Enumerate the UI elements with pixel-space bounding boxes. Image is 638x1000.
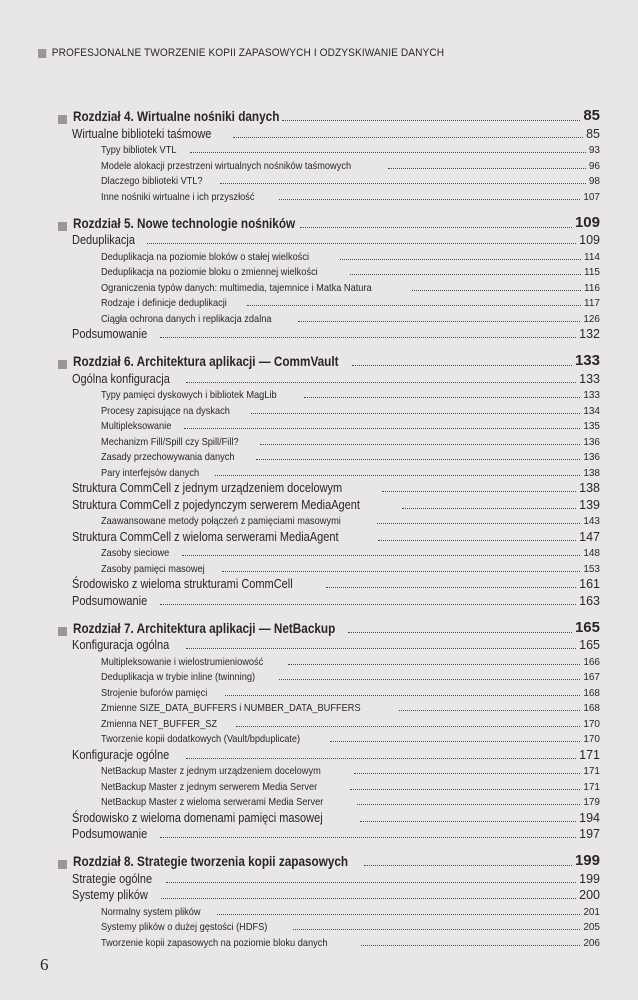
leader-dots	[354, 773, 581, 774]
leader-dots	[357, 804, 581, 805]
subsection-entry	[60, 933, 600, 949]
entry-page: 114	[584, 251, 600, 263]
entry-page: 167	[583, 672, 600, 683]
subsection-entry	[60, 247, 600, 263]
entry-page: 132	[579, 327, 600, 341]
entry-title: Deduplikacja	[72, 233, 135, 247]
chapter-page: 85	[583, 107, 600, 124]
subsection-entry	[60, 777, 600, 793]
entry-title: Struktura CommCell z jednym urządzeniem docelowym	[72, 481, 343, 495]
entry-page: 205	[583, 922, 600, 933]
entry-title: Inne nośniki wirtualne i ich przyszłość	[101, 190, 255, 203]
entry-title: Konfiguracje ogólne	[72, 747, 170, 762]
section-entry	[60, 124, 600, 141]
entry-page: 166	[583, 656, 600, 668]
section-entry	[60, 325, 600, 342]
section-entry	[60, 575, 600, 592]
entry-page: 115	[584, 267, 600, 278]
entry-title: NetBackup Master z wieloma serwerami Media Server	[101, 796, 324, 808]
entry-title: Zaawansowane metody połączeń z pamięciami masowymi	[101, 515, 341, 527]
leader-dots	[298, 321, 581, 322]
leader-dots	[190, 152, 586, 153]
entry-page: 93	[588, 145, 600, 156]
entry-page: 96	[588, 160, 600, 172]
entry-page: 194	[579, 810, 600, 825]
section-entry	[60, 636, 600, 653]
entry-page: 201	[583, 906, 600, 918]
entry-page: 165	[579, 638, 600, 652]
subsection-entry	[60, 668, 600, 684]
entry-page: 85	[586, 126, 600, 141]
entry-page: 153	[583, 563, 600, 575]
entry-title: Strategie ogólne	[72, 871, 153, 886]
chapter-square-icon	[58, 222, 67, 231]
section-entry	[60, 479, 600, 496]
chapter-square-icon	[58, 115, 67, 124]
entry-title: Modele alokacji przestrzeni wirtualnych nośników taśmowych	[101, 159, 352, 172]
entry-page: 107	[583, 191, 600, 203]
entry-page: 171	[583, 781, 600, 793]
entry-title: NetBackup Master z jednym serwerem Media Server	[101, 780, 318, 793]
entry-page: 147	[579, 529, 600, 544]
leader-dots	[215, 475, 580, 476]
entry-title: Podsumowanie	[72, 827, 148, 841]
entry-title: Zasady przechowywania danych	[101, 451, 235, 463]
leader-dots	[251, 413, 581, 414]
entry-title: Systemy plików	[72, 888, 148, 902]
entry-title: Mechanizm Fill/Spill czy Spill/Fill?	[101, 435, 239, 448]
chapter-page: 165	[574, 618, 600, 636]
chapter-square-icon	[58, 627, 67, 636]
chapter-page: 109	[574, 213, 600, 231]
entry-title: Pary interfejsów danych	[101, 466, 200, 479]
entry-page: 163	[579, 593, 600, 608]
subsection-entry	[60, 309, 600, 325]
entry-page: 138	[583, 467, 600, 479]
leader-dots	[382, 491, 576, 492]
entry-page: 199	[579, 871, 600, 886]
chapter-title: Rozdział 8. Strategie tworzenia kopii zapasowych	[73, 853, 349, 869]
entry-page: 133	[583, 390, 600, 401]
leader-dots	[166, 882, 576, 883]
entry-page: 170	[583, 718, 600, 730]
subsection-entry	[60, 793, 600, 809]
entry-title: Typy bibliotek VTL	[101, 144, 177, 156]
entry-title: NetBackup Master z jednym urządzeniem docelowym	[101, 765, 321, 777]
leader-dots	[304, 397, 581, 398]
entry-page: 170	[583, 734, 600, 745]
entry-title: Podsumowanie	[72, 327, 148, 341]
entry-title: Typy pamięci dyskowych i bibliotek MagLib	[101, 389, 277, 401]
chapter-title: Rozdział 6. Architektura aplikacji — CommVault	[73, 353, 339, 369]
entry-page: 126	[583, 313, 600, 325]
leader-dots	[236, 726, 580, 727]
leader-dots	[217, 914, 580, 915]
entry-title: Wirtualne biblioteki taśmowe	[72, 126, 212, 141]
table-of-contents	[60, 96, 600, 949]
chapter-heading	[60, 847, 600, 869]
leader-dots	[282, 120, 581, 121]
entry-title: Tworzenie kopii zapasowych na poziomie bloku danych	[101, 936, 328, 949]
subsection-entry	[60, 512, 600, 528]
subsection-entry	[60, 172, 600, 188]
chapter-page: 199	[574, 852, 600, 869]
subsection-entry	[60, 401, 600, 417]
entry-page: 171	[583, 766, 600, 777]
entry-title: Konfiguracja ogólna	[72, 638, 170, 652]
entry-page: 109	[579, 233, 600, 247]
leader-dots	[186, 648, 577, 649]
leader-dots	[326, 587, 576, 588]
entry-page: 179	[583, 797, 600, 808]
entry-page: 98	[588, 176, 600, 187]
chapter-title: Rozdział 4. Wirtualne nośniki danych	[73, 108, 280, 124]
subsection-entry	[60, 544, 600, 560]
leader-dots	[352, 365, 572, 366]
section-entry	[60, 869, 600, 886]
subsection-entry	[60, 278, 600, 294]
entry-title: Normalny system plików	[101, 905, 201, 918]
subsection-entry	[60, 762, 600, 778]
entry-title: Dlaczego biblioteki VTL?	[101, 175, 203, 187]
leader-dots	[186, 382, 576, 383]
entry-page: 138	[579, 481, 600, 495]
leader-dots	[279, 679, 580, 680]
leader-dots	[340, 259, 581, 260]
entry-page: 133	[579, 371, 600, 386]
chapter-heading	[60, 347, 600, 369]
leader-dots	[388, 168, 586, 169]
section-entry	[60, 808, 600, 825]
leader-dots	[399, 710, 580, 711]
leader-dots	[288, 664, 580, 665]
entry-title: Multipleksowanie i wielostrumieniowość	[101, 655, 264, 668]
entry-title: Tworzenie kopii dodatkowych (Vault/bpduplicate)	[101, 733, 301, 745]
subsection-entry	[60, 559, 600, 575]
subsection-entry	[60, 463, 600, 479]
chapter-heading	[60, 614, 600, 636]
entry-title: Zmienna NET_BUFFER_SZ	[101, 717, 218, 730]
subsection-entry	[60, 263, 600, 279]
entry-title: Deduplikacja na poziomie bloku o zmiennej wielkości	[101, 266, 318, 278]
leader-dots	[364, 865, 572, 866]
section-entry	[60, 591, 600, 608]
leader-dots	[160, 337, 576, 338]
leader-dots	[225, 695, 581, 696]
leader-dots	[330, 741, 580, 742]
entry-page: 117	[584, 298, 600, 309]
entry-page: 197	[579, 827, 600, 841]
section-entry	[60, 527, 600, 544]
entry-title: Ograniczenia typów danych: multimedia, tajemnice i Matka Natura	[101, 281, 372, 294]
subsection-entry	[60, 156, 600, 172]
entry-title: Zmienne SIZE_DATA_BUFFERS i NUMBER_DATA_BUFFERS	[101, 702, 361, 714]
subsection-entry	[60, 187, 600, 203]
chapter-title: Rozdział 5. Nowe technologie nośników	[73, 214, 296, 231]
entry-page: 136	[583, 436, 600, 448]
leader-dots	[348, 632, 572, 633]
header-square-icon	[38, 49, 46, 58]
subsection-entry	[60, 699, 600, 715]
leader-dots	[293, 929, 580, 930]
entry-title: Strojenie buforów pamięci	[101, 686, 208, 699]
entry-title: Zasoby sieciowe	[101, 547, 170, 559]
entry-title: Podsumowanie	[72, 593, 148, 608]
chapter-page: 133	[574, 352, 600, 369]
leader-dots	[300, 227, 572, 228]
chapter-square-icon	[58, 360, 67, 369]
chapter-title: Rozdział 7. Architektura aplikacji — NetBackup	[73, 619, 336, 636]
subsection-entry	[60, 448, 600, 464]
entry-page: 134	[583, 405, 600, 417]
leader-dots	[147, 243, 577, 244]
leader-dots	[186, 758, 577, 759]
entry-page: 136	[583, 452, 600, 463]
entry-page: 200	[579, 888, 600, 902]
entry-page: 206	[583, 937, 600, 949]
header-title: PROFESJONALNE TWORZENIE KOPII ZAPASOWYCH I ODZYSKIWANIE DANYCH	[51, 47, 445, 59]
entry-title: Multipleksowanie	[101, 420, 172, 432]
entry-title: Środowisko z wieloma strukturami CommCell	[72, 577, 293, 591]
subsection-entry	[60, 902, 600, 918]
subsection-entry	[60, 386, 600, 402]
subsection-entry	[60, 432, 600, 448]
subsection-entry	[60, 294, 600, 310]
entry-title: Struktura CommCell z wieloma serwerami MediaAgent	[72, 529, 339, 544]
leader-dots	[377, 523, 581, 524]
leader-dots	[378, 540, 576, 541]
entry-title: Struktura CommCell z pojedynczym serwerem MediaAgent	[72, 497, 360, 512]
chapter-heading	[60, 209, 600, 231]
entry-title: Deduplikacja na poziomie bloków o stałej wielkości	[101, 250, 310, 263]
entry-page: 116	[584, 282, 600, 294]
leader-dots	[361, 945, 580, 946]
entry-title: Procesy zapisujące na dyskach	[101, 404, 230, 417]
entry-title: Ogólna konfiguracja	[72, 371, 170, 386]
page-number: 6	[40, 955, 49, 974]
leader-dots	[279, 199, 581, 200]
subsection-entry	[60, 918, 600, 934]
running-header	[38, 47, 444, 59]
section-entry	[60, 495, 600, 512]
leader-dots	[412, 290, 581, 291]
leader-dots	[220, 183, 586, 184]
leader-dots	[402, 508, 576, 509]
leader-dots	[360, 821, 576, 822]
entry-title: Deduplikacja w trybie inline (twinning)	[101, 671, 256, 683]
section-entry	[60, 886, 600, 903]
entry-title: Systemy plików o dużej gęstości (HDFS)	[101, 921, 268, 933]
entry-page: 171	[579, 747, 600, 762]
leader-dots	[160, 604, 576, 605]
entry-title: Rodzaje i definicje deduplikacji	[101, 297, 227, 309]
subsection-entry	[60, 714, 600, 730]
leader-dots	[247, 305, 581, 306]
leader-dots	[256, 459, 581, 460]
entry-page: 139	[579, 497, 600, 512]
leader-dots	[160, 837, 576, 838]
entry-title: Środowisko z wieloma domenami pamięci masowej	[72, 810, 323, 825]
subsection-entry	[60, 730, 600, 746]
subsection-entry	[60, 652, 600, 668]
section-entry	[60, 825, 600, 842]
leader-dots	[350, 274, 581, 275]
subsection-entry	[60, 417, 600, 433]
section-entry	[60, 369, 600, 386]
leader-dots	[184, 428, 580, 429]
entry-page: 161	[579, 577, 600, 591]
section-entry	[60, 745, 600, 762]
leader-dots	[260, 444, 580, 445]
subsection-entry	[60, 141, 600, 157]
subsection-entry	[60, 683, 600, 699]
leader-dots	[233, 137, 583, 138]
leader-dots	[350, 789, 581, 790]
entry-page: 143	[583, 516, 600, 527]
section-entry	[60, 231, 600, 248]
entry-title: Ciągła ochrona danych i replikacja zdalna	[101, 312, 272, 325]
entry-page: 168	[583, 687, 600, 699]
chapter-heading	[60, 102, 600, 124]
leader-dots	[161, 898, 576, 899]
entry-page: 135	[583, 421, 600, 432]
entry-page: 168	[583, 703, 600, 714]
entry-title: Zasoby pamięci masowej	[101, 562, 205, 575]
leader-dots	[182, 555, 581, 556]
leader-dots	[222, 571, 580, 572]
entry-page: 148	[583, 548, 600, 559]
chapter-square-icon	[58, 860, 67, 869]
